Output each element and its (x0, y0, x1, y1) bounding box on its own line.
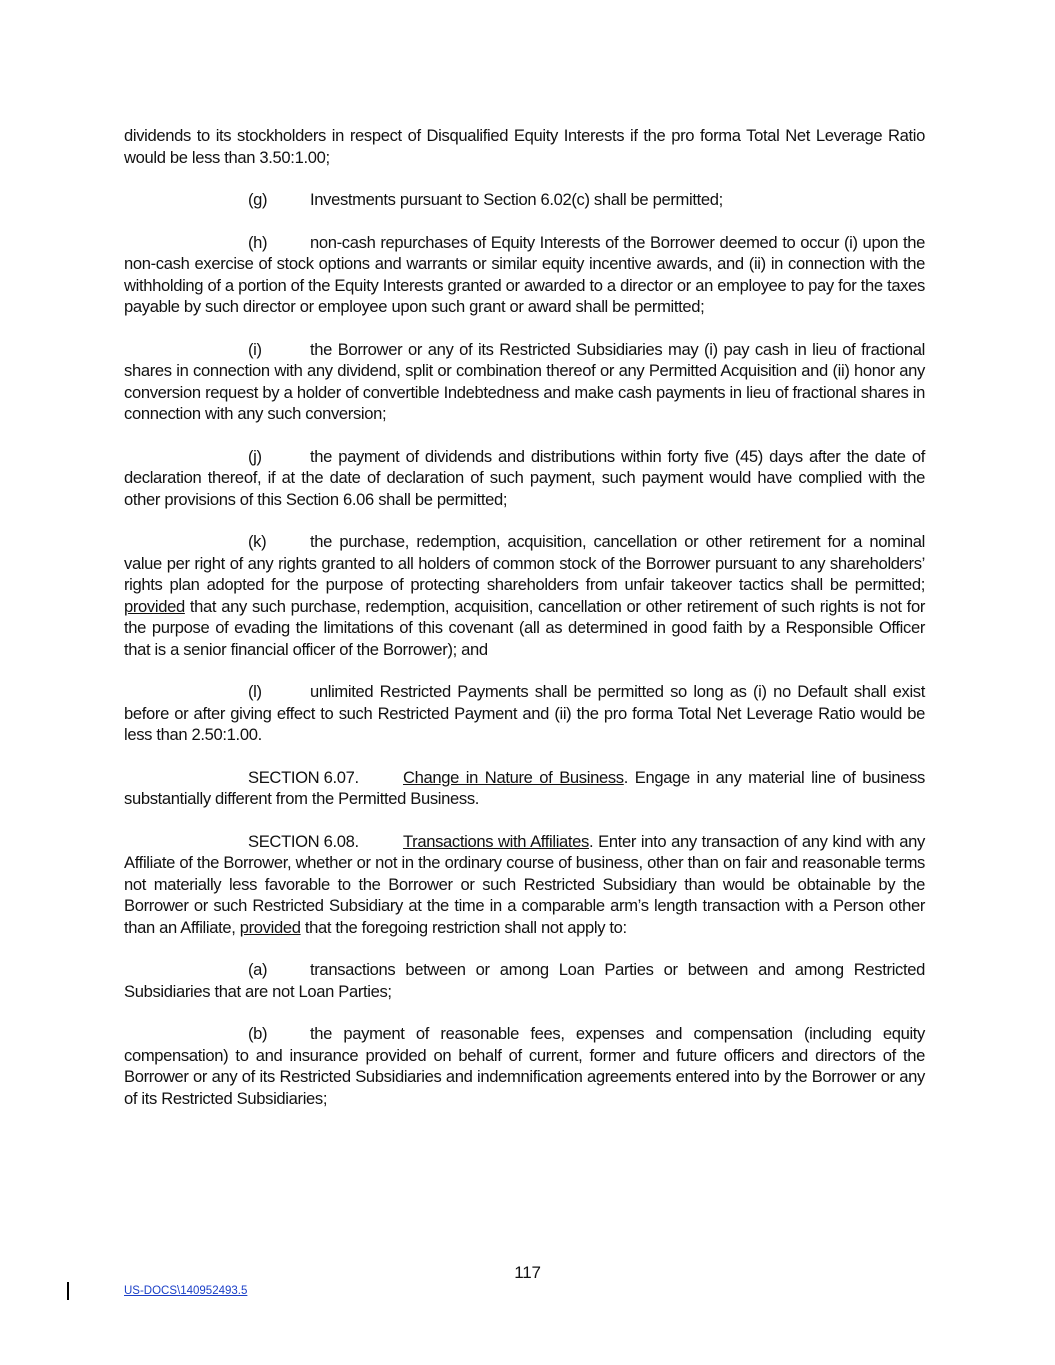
paragraph-text: unlimited Restricted Payments shall be permitted so long as (i) no Default shall exist before or after giving effect to such Restricted Payment and (ii) the pro forma Total Net Leverage Ratio would be less than 2.50:1.00. (124, 682, 925, 744)
paragraph-text: dividends to its stockholders in respect of Disqualified Equity Interests if the pro forma Total Net Leverage Ratio would be less than 3.50:1.00; (124, 126, 925, 167)
clause-number: (j) (248, 446, 262, 466)
clause-number: (i) (248, 339, 262, 359)
document-id-link[interactable]: US-DOCS\140952493.5 (124, 1285, 248, 1297)
paragraph-text: that any such purchase, redemption, acquisition, cancellation or other retirement of such rights is not for the purpose of evading the limitations of this covenant (all as determined in good faith by a Responsible Officer that is a senior financial officer of the Borrower); and (124, 596, 925, 659)
document-body (124, 125, 925, 1130)
section-heading: Change in Nature of Business (403, 767, 624, 787)
paragraph-h (124, 232, 925, 318)
section-6-08 (124, 831, 925, 939)
section-label: SECTION 6.07. (248, 767, 359, 787)
paragraph-i (124, 339, 925, 425)
paragraph-j (124, 446, 925, 511)
paragraph-text: the purchase, redemption, acquisition, cancellation or other retirement for a nominal value per right of any rights granted to all holders of common stock of the Borrower pursuant to any shareholders’ rights plan adopted for the purpose of protecting shareholders from unfair takeover tactics shall be permitted; (124, 532, 925, 594)
clause-number: (a) (248, 960, 268, 979)
paragraph-a (124, 959, 925, 1002)
section-6-07 (124, 767, 925, 810)
paragraph-text: transactions between or among Loan Parties or between and among Restricted Subsidiaries that are not Loan Parties; (124, 960, 925, 1001)
page-number: 117 (514, 1263, 541, 1282)
paragraph-k (124, 531, 925, 660)
paragraph-intro (124, 125, 925, 168)
revision-bar (67, 1282, 69, 1300)
clause-number: (l) (248, 682, 262, 701)
paragraph-text: . Engage in any material line of business substantially different from the Permitted Business. (124, 767, 925, 808)
paragraph-l (124, 681, 925, 746)
paragraph-b (124, 1023, 925, 1109)
clause-number: (k) (248, 532, 267, 551)
paragraph-text: the payment of reasonable fees, expenses and compensation (including equity compensation) to and insurance provided on behalf of current, former and future officers and directors of the Borrower or any of its Restricted Subsidiaries and indemnification agreements entered into by the Borrower or any of its Restricted Subsidiaries; (124, 1024, 925, 1108)
provided-term: provided (239, 917, 301, 937)
paragraph-text: Investments pursuant to Section 6.02(c) shall be permitted; (310, 190, 723, 209)
paragraph-text: the Borrower or any of its Restricted Subsidiaries may (i) pay cash in lieu of fractional shares in connection with any dividend, split or combination thereof or any Permitted Acquisition and (ii) honor any conversion request by a holder of convertible Indebtedness and make cash payments in lieu of fractional shares in connection with any such conversion; (124, 339, 925, 423)
clause-number: (b) (248, 1024, 268, 1043)
paragraph-g (124, 189, 925, 211)
section-label: SECTION 6.08. (248, 831, 359, 851)
paragraph-text: non-cash repurchases of Equity Interests of the Borrower deemed to occur (i) upon the non-cash exercise of stock options and warrants or similar equity incentive awards, and (ii) in connection with the withholding of a portion of the Equity Interests granted or awarded to a director or an employee to pay for the taxes payable by such director or employee upon such grant or award shall be permitted; (124, 232, 925, 316)
paragraph-text: the payment of dividends and distributions within forty five (45) days after the date of declaration thereof, if at the date of declaration of such payment, such payment would have complied with the other provisions of this Section 6.06 shall be permitted; (124, 446, 925, 509)
clause-number: (h) (248, 232, 268, 252)
paragraph-text: that the foregoing restriction shall not apply to: (300, 917, 627, 937)
provided-term: provided (124, 596, 185, 616)
clause-number: (g) (248, 190, 268, 209)
paragraph-text: . Enter into any transaction of any kind with any Affiliate of the Borrower, whether or not in the ordinary course of business, other than on fair and reasonable terms not materially less favorable to the Borrower or such Restricted Subsidiary than would be obtainable by the Borrower or such Restricted Subsidiary at the time in a comparable arm’s length transaction with a Person other than an Affiliate, (124, 831, 926, 937)
section-heading: Transactions with Affiliates (403, 831, 590, 851)
